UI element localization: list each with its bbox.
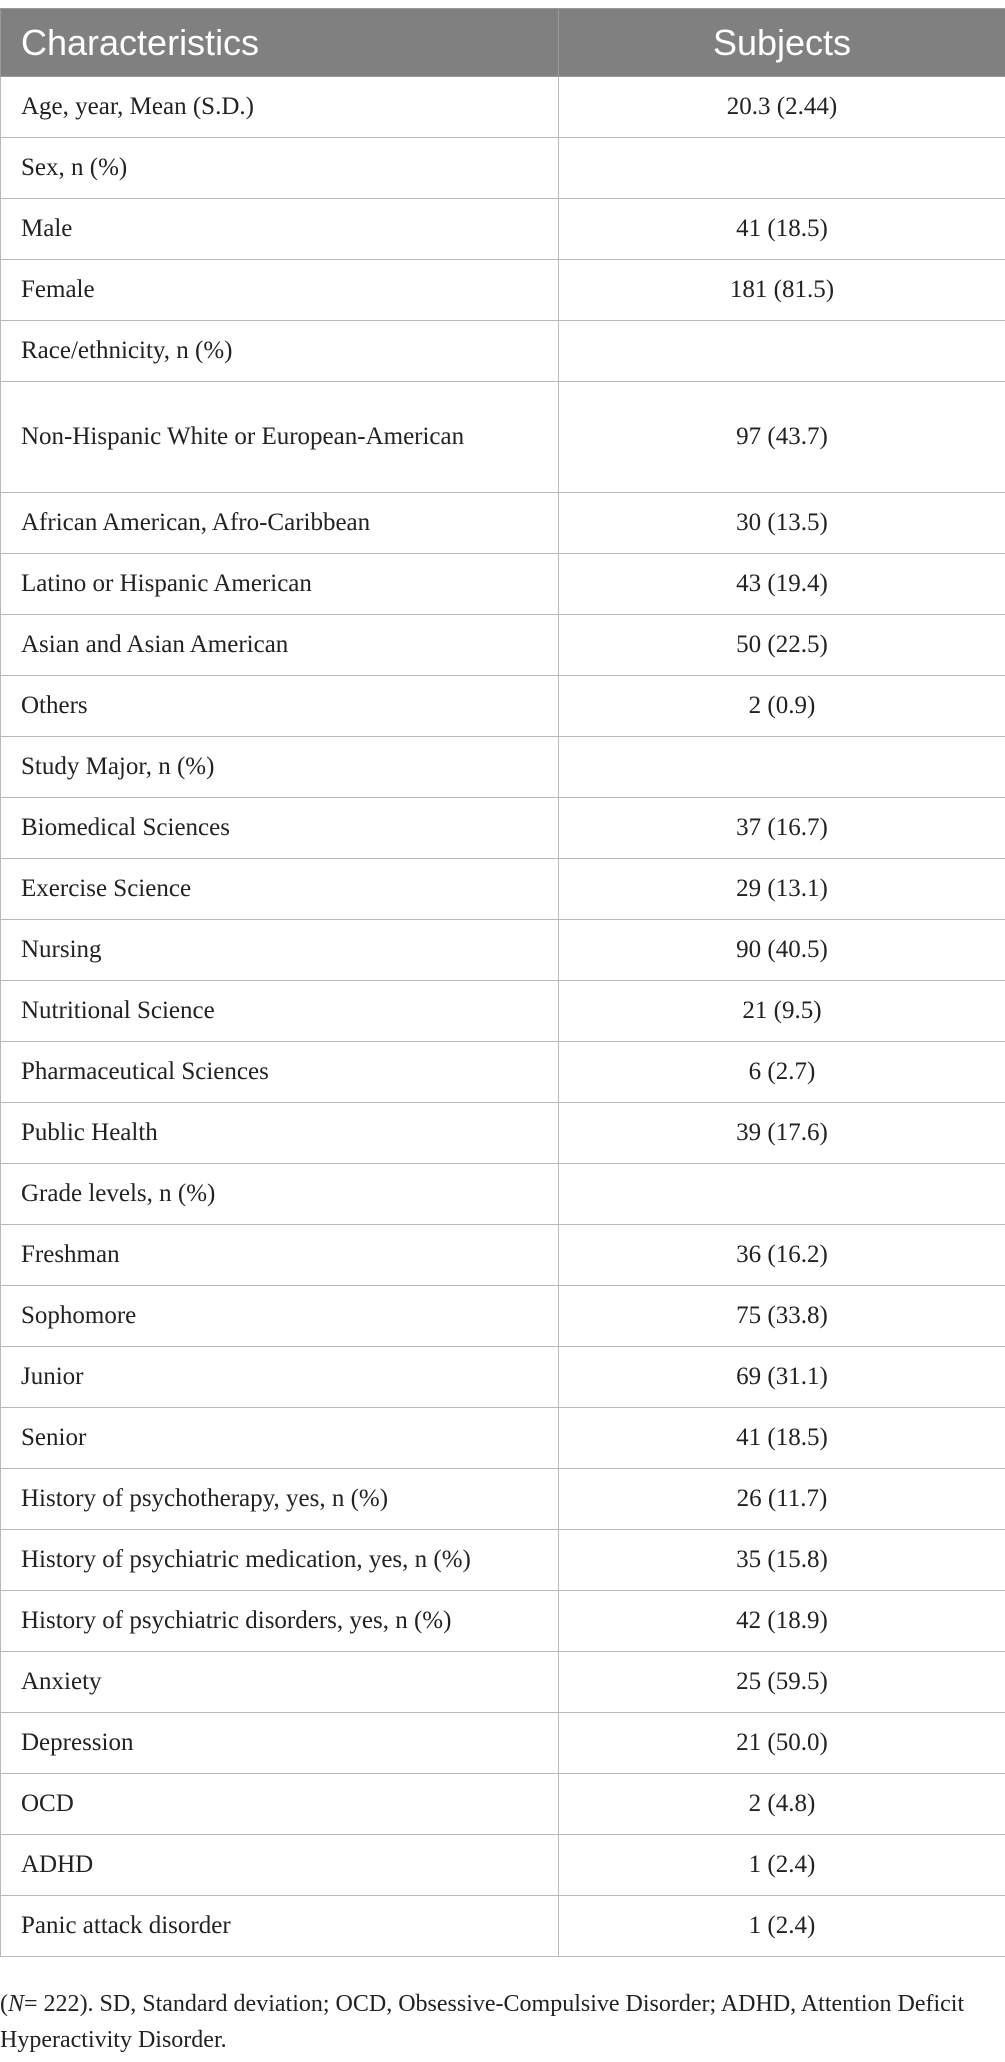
row-label: Male [1,199,559,260]
table-row [1,321,1005,382]
table-row [1,1469,1005,1530]
row-value [559,1164,1005,1225]
table-row [1,1530,1005,1591]
row-value: 37 (16.7) [559,798,1005,859]
table-row [1,920,1005,981]
row-label: Depression [1,1713,559,1774]
row-label: Asian and Asian American [1,615,559,676]
table-row [1,798,1005,859]
row-value: 41 (18.5) [559,199,1005,260]
row-value: 21 (9.5) [559,981,1005,1042]
footnote-n-symbol: N [8,1991,25,2017]
row-label: Latino or Hispanic American [1,554,559,615]
row-value: 90 (40.5) [559,920,1005,981]
table-row [1,615,1005,676]
table-row [1,981,1005,1042]
table-row [1,859,1005,920]
row-value: 21 (50.0) [559,1713,1005,1774]
row-value: 2 (4.8) [559,1774,1005,1835]
row-label: Anxiety [1,1652,559,1713]
row-label: Public Health [1,1103,559,1164]
header-subjects: Subjects [559,9,1005,77]
row-label: African American, Afro-Caribbean [1,493,559,554]
row-value: 2 (0.9) [559,676,1005,737]
row-value: 25 (59.5) [559,1652,1005,1713]
row-value [559,321,1005,382]
table-row [1,676,1005,737]
row-value: 6 (2.7) [559,1042,1005,1103]
row-value: 29 (13.1) [559,859,1005,920]
row-value: 42 (18.9) [559,1591,1005,1652]
row-label: Study Major, n (%) [1,737,559,798]
row-label: Race/ethnicity, n (%) [1,321,559,382]
row-value: 1 (2.4) [559,1896,1005,1957]
row-value: 30 (13.5) [559,493,1005,554]
row-value: 36 (16.2) [559,1225,1005,1286]
row-value: 75 (33.8) [559,1286,1005,1347]
row-label: Female [1,260,559,321]
table-row [1,1896,1005,1957]
row-label: ADHD [1,1835,559,1896]
row-label: Nursing [1,920,559,981]
table-row [1,382,1005,493]
row-value [559,737,1005,798]
characteristics-table [0,8,1005,1957]
row-label: History of psychiatric medication, yes, n (%) [1,1530,559,1591]
row-value: 50 (22.5) [559,615,1005,676]
row-value: 69 (31.1) [559,1347,1005,1408]
row-label: History of psychotherapy, yes, n (%) [1,1469,559,1530]
row-value: 1 (2.4) [559,1835,1005,1896]
table-row [1,1164,1005,1225]
row-label: Pharmaceutical Sciences [1,1042,559,1103]
row-label: Age, year, Mean (S.D.) [1,77,559,138]
row-value: 26 (11.7) [559,1469,1005,1530]
row-label: Nutritional Science [1,981,559,1042]
row-value: 97 (43.7) [559,382,1005,493]
row-label: Sex, n (%) [1,138,559,199]
row-value: 41 (18.5) [559,1408,1005,1469]
row-value: 43 (19.4) [559,554,1005,615]
row-label: Non-Hispanic White or European-American [1,382,559,493]
table-row [1,1774,1005,1835]
row-label: Others [1,676,559,737]
row-label: Panic attack disorder [1,1896,559,1957]
row-value: 20.3 (2.44) [559,77,1005,138]
footnote-text: ). SD, Standard deviation; OCD, Obsessive-Compulsive Disorder; ADHD, Attention Deficit Hyperactivity Disorder. [0,1991,965,2053]
table-row [1,138,1005,199]
table-row [1,493,1005,554]
table-header-row [1,9,1005,77]
table-row [1,1591,1005,1652]
row-label: Sophomore [1,1286,559,1347]
table-row [1,1042,1005,1103]
table-row [1,260,1005,321]
table-row [1,554,1005,615]
table-row [1,77,1005,138]
table-row [1,1103,1005,1164]
footnote-n-value: = 222 [24,1991,80,2017]
row-label: OCD [1,1774,559,1835]
row-value [559,138,1005,199]
table-row [1,1835,1005,1896]
row-label: Exercise Science [1,859,559,920]
row-label: Senior [1,1408,559,1469]
row-value: 181 (81.5) [559,260,1005,321]
row-value: 35 (15.8) [559,1530,1005,1591]
row-value: 39 (17.6) [559,1103,1005,1164]
table-row [1,199,1005,260]
table-row [1,1408,1005,1469]
table-row [1,737,1005,798]
table-footnote: (N= 222). SD, Standard deviation; OCD, Obsessive-Compulsive Disorder; ADHD, Attention Deficit Hyperactivity Disorder. [0,1991,965,2053]
row-label: Freshman [1,1225,559,1286]
table-body [1,77,1005,1957]
row-label: History of psychiatric disorders, yes, n (%) [1,1591,559,1652]
row-label: Junior [1,1347,559,1408]
table-row [1,1652,1005,1713]
row-label: Biomedical Sciences [1,798,559,859]
row-label: Grade levels, n (%) [1,1164,559,1225]
table-row [1,1225,1005,1286]
table-row [1,1713,1005,1774]
table-row [1,1286,1005,1347]
header-characteristics: Characteristics [1,9,559,77]
table-row [1,1347,1005,1408]
